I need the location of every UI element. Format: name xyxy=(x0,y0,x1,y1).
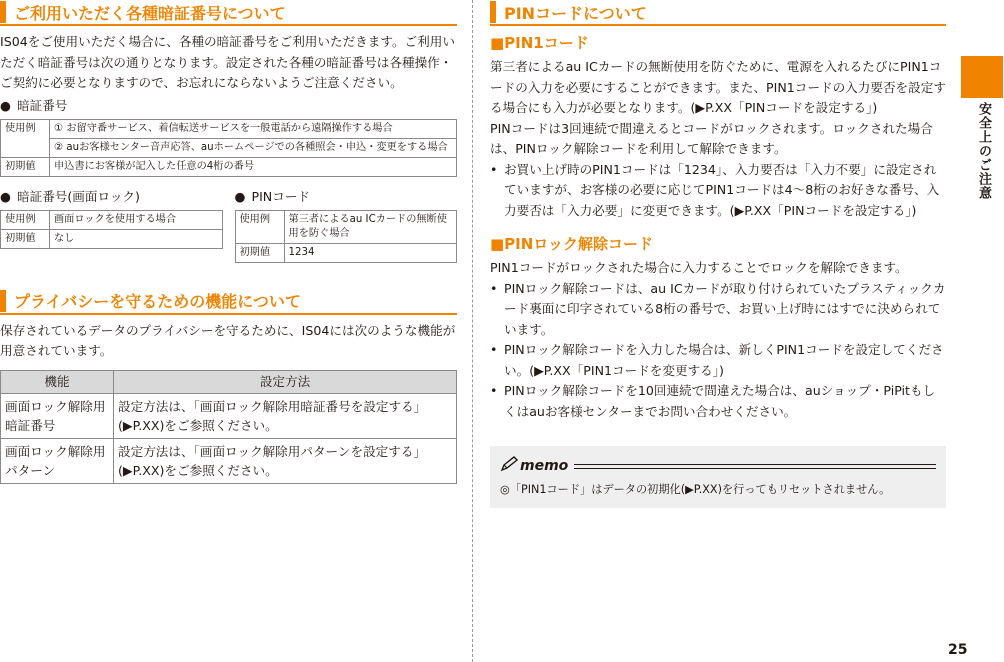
usage-value: 画面ロックを使用する場合 xyxy=(50,210,223,229)
section-title: プライバシーを守るための機能について xyxy=(14,292,301,311)
usage-label: 使用例 xyxy=(1,119,50,157)
bullet-icon: ● xyxy=(0,97,11,113)
memo-header xyxy=(500,456,936,476)
heading-bar xyxy=(0,1,6,23)
section-title: ご利用いただく各種暗証番号について xyxy=(14,3,286,23)
list-item: • PINロック解除コードを10回連続で間違えた場合は、auショップ・PiPitもしくはauお客様センターまでお問い合わせください。 xyxy=(490,381,946,422)
chapter-label: 安全上のご注意 xyxy=(976,102,991,200)
cell-method: 設定方法は、「画面ロック解除用暗証番号を設定する」(▶P.XX)をご参照ください。 xyxy=(114,393,457,438)
lock-block xyxy=(0,185,223,263)
usage-value: 第三者によるau ICカードの無断使用を防ぐ場合 xyxy=(284,210,457,243)
usage-item: ① お留守番サービス、着信転送サービスを一般電話から遠隔操作する場合 xyxy=(50,119,457,138)
initial-value: 1234 xyxy=(284,243,457,262)
header-function: 機能 xyxy=(1,370,114,393)
list-item: • お買い上げ時のPIN1コードは「1234」、入力要否は「入力不要」に設定されていますが、お客様の必要に応じてPIN1コードは4～8桁のお好きな番号、入力要否は「入力必要」に変更できます。(▶P.XX「PINコードを設定する」) xyxy=(490,160,946,222)
pin1-para2: PINコードは3回連続で間違えるとコードがロックされます。ロックされた場合は、PINロック解除コードを利用して解除できます。 xyxy=(490,120,933,156)
lock-table xyxy=(0,210,223,249)
chapter-tab xyxy=(961,56,1003,98)
mini-tables xyxy=(0,185,457,263)
list-item: • PINロック解除コードを入力した場合は、新しくPIN1コードを設定してください。(▶P.XX「PIN1コードを変更する」) xyxy=(490,340,946,381)
unlock-bullets xyxy=(490,279,946,423)
initial-label: 初期値 xyxy=(235,243,284,262)
header-method: 設定方法 xyxy=(114,370,457,393)
right-column xyxy=(490,0,946,508)
table-row xyxy=(1,393,457,438)
bullet-icon: ● xyxy=(0,188,11,204)
privacy-intro: 保存されているデータのプライバシーを守るために、IS04には次のような機能が用意されています。 xyxy=(0,322,456,358)
pin1-para1: 第三者によるau ICカードの無断使用を防ぐために、電源を入れるたびにPIN1コードの入力を必要にすることができます。また、PIN1コードの入力要否を設定する場合にも入力が必要となります。(▶P.XX「PINコードを設定する」) xyxy=(490,59,946,115)
usage-item: ② auお客様センター音声応答、auホームページでの各種照会・申込・変更をする場合 xyxy=(50,138,457,157)
list-item: • PINロック解除コードは、au ICカードが取り付けられていたプラスティックカード裏面に印字されている8桁の番号で、お買い上げ時にはすでに決められています。 xyxy=(490,279,946,341)
usage-label: 使用例 xyxy=(235,210,284,243)
pincode-block xyxy=(235,185,458,263)
pencil-icon xyxy=(500,456,520,476)
initial-value: 申込書にお客様が記入した任意の4桁の番号 xyxy=(50,157,457,176)
pin1-bullets xyxy=(490,160,946,222)
left-column xyxy=(0,0,457,484)
pincode-table xyxy=(235,210,458,263)
privacy-table xyxy=(0,370,457,484)
bullet-icon: ● xyxy=(234,188,246,204)
memo-label: memo xyxy=(520,458,569,474)
unlock-para: PIN1コードがロックされた場合に入力することでロックを解除できます。 xyxy=(490,260,908,275)
unlock-heading: ■PINロック解除コード xyxy=(490,235,654,253)
page-number: 25 xyxy=(948,642,968,658)
usage-label: 使用例 xyxy=(1,210,50,229)
section-title: PINコードについて xyxy=(504,3,647,23)
memo-text: ◎「PIN1コード」はデータの初期化(▶P.XX)を行ってもリセットされません。 xyxy=(500,483,891,496)
memo-rule xyxy=(574,464,936,469)
section-heading-pin-numbers xyxy=(0,0,457,26)
table-row xyxy=(1,438,457,483)
cell-method: 設定方法は、「画面ロック解除用パターンを設定する」(▶P.XX)をご参照ください。 xyxy=(114,438,457,483)
pin-heading: ● 暗証番号 xyxy=(0,97,68,113)
initial-value: なし xyxy=(50,229,223,248)
lock-heading: ● 暗証番号(画面ロック) xyxy=(0,188,140,204)
initial-label: 初期値 xyxy=(1,229,50,248)
cell-function: 画面ロック解除用パターン xyxy=(1,438,114,483)
pin-table xyxy=(0,119,457,177)
pincode-heading: ● PINコード xyxy=(234,188,311,204)
section-heading-privacy xyxy=(0,289,457,315)
cell-function: 画面ロック解除用暗証番号 xyxy=(1,393,114,438)
memo-box xyxy=(490,446,946,508)
initial-label: 初期値 xyxy=(1,157,50,176)
intro-text: IS04をご使用いただく場合に、各種の暗証番号をご利用いただきます。ご利用いただく暗証番号は次の通りとなります。設定された各種の暗証番号は各種操作・ご契約に必要となりますので、お忘れにならないようご注意ください。 xyxy=(0,34,455,90)
pin1-heading: ■PIN1コード xyxy=(490,34,589,52)
heading-bar xyxy=(0,290,6,312)
heading-bar xyxy=(490,1,496,23)
section-heading-pin-code xyxy=(490,0,946,26)
column-divider xyxy=(472,0,473,662)
